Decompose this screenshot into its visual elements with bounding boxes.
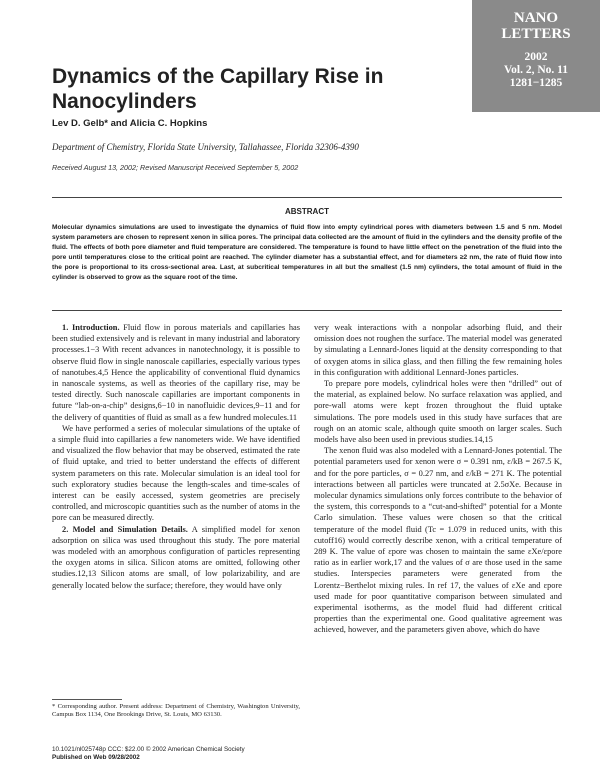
abstract-text: Molecular dynamics simulations are used to investigate the dynamics of fluid flow into empty cylindrical pores with diameters between 1.5 and 5 nm. Model system parameters are chosen to represent xenon in silica pores. The principal data collected are the amount of fluid in the cylinders and the density profile of the fluid. The effects of both pore diameter and fluid temperature are considered. The temperature is found to have little effect on the penetration of the fluid into the pore until temperatures close to the critical point are reached. The cylinder diameter has a substantial effect, and for diameters ≥2 nm, the rate of fluid flow into the pore is proportional to its cross-sectional area. Last, at subcritical temperatures in all but the smallest (1.5 nm) cylinders, the total amount of fluid in the cylinder is observed to grow as the square root of the time.: [52, 224, 562, 281]
article-authors: Lev D. Gelb* and Alicia C. Hopkins: [52, 118, 208, 129]
article-affiliation: Department of Chemistry, Florida State University, Tallahassee, Florida 32306-4390: [52, 142, 359, 152]
paragraph: [52, 322, 300, 423]
paragraph-text: The xenon fluid was also modeled with a Lennard-Jones potential. The potential parameters used for xenon were σ = 0.391 nm, ε/kB = 267.5 K, and for the pore particles, σ = 0.27 nm, and ε/kB = 271 K. The potential interactions between all particles were truncated at 2.5σXe. Because in molecular dynamics simulations only forces contribute to the behavior of the system, this corresponds to a “cut-and-shifted” potential for a Monte Carlo simulation. These values were chosen so that the critical temperature of the model fluid (Tc = 1.079 in reduced units, with this cutoff16) would correctly describe xenon, with a critical temperature of 289 K. The value of εpore was chosen to maintain the same εXe/εpore ratio as in earlier work,17 and the values of σ are those used in the same studies. Interspecies parameters were generated from the Lorentz−Berthelot mixing rules. In ref 17, the values of εXe and εpore used made for poor quantitative comparison between simulated and experimental isotherms, as the model fluid had different critical properties than the experimental one. Good qualitative agreement was achieved, however, and the parameters given above, which do have: [314, 446, 562, 635]
paragraph-text: We have performed a series of molecular simulations of the uptake of a simple fluid into capillaries a few nanometers wide. We have identified and visualized the flow behavior that may be observed, estimated the rate of fluid uptake, and tried to better understand the effects of different system parameters on this rate. Molecular simulation is an ideal tool for such exploratory studies because the length-scales and time-scales of interest can be easily accessed, system geometries are precisely controlled, and microscopic quantities such as the number of atoms in the pore can be measured directly.: [52, 423, 300, 523]
received-dates: Received August 13, 2002; Revised Manuscript Received September 5, 2002: [52, 163, 299, 172]
corresponding-author-footnote: * Corresponding author. Present address: Department of Chemistry, Washington University, Campus Box 1134, One Brookings Drive, St. Louis, MO 63130.: [52, 703, 300, 719]
page-footer: [52, 746, 352, 762]
paragraph-text: Fluid flow in porous materials and capillaries has been studied extensively and is relevant in many industrial and laboratory processes.1−3 With recent advances in nanotechnology, it is possible to observe fluid flow in single nanoscale capillaries, especially various types of nanotubes.4,5 Hence the applicability of conventional fluid dynamics in nanoscale systems, as well as theories of the capillary rise, may be tested directly. Such nanoscale capillaries are important components in future “lab-on-a-chip” designs,6−10 in nanofluidic devices,9−11 and for the delivery of quantities of fluid as small as a few hundred molecules.11: [52, 323, 300, 422]
body-column-left: [52, 322, 300, 698]
paragraph: [314, 322, 562, 378]
paragraph: [314, 378, 562, 445]
abstract-heading: ABSTRACT: [285, 207, 329, 216]
published-date: Published on Web 09/28/2002: [52, 754, 140, 761]
top-divider: [52, 197, 562, 198]
doi-line: 10.1021/nl025748p CCC: $22.00 © 2002 American Chemical Society: [52, 746, 245, 753]
paragraph: [52, 524, 300, 591]
paragraph: [314, 445, 562, 635]
body-column-right: [314, 322, 562, 748]
journal-name-line2: LETTERS: [501, 26, 571, 42]
section-heading: 1. Introduction.: [62, 323, 120, 332]
abstract-divider: [52, 310, 562, 311]
paragraph-text: very weak interactions with a nonpolar adsorbing fluid, and their omission does not roughen the surface. The material model was generated by simulating a Lennard-Jones liquid at the density corresponding to that of oxygen atoms in silica glass, and then filling the few remaining holes in this configuration with additional Lennard-Jones particles.: [314, 323, 562, 377]
paragraph-text: To prepare pore models, cylindrical holes were then “drilled” out of the material, as explained below. No surface relaxation was applied, and pore-wall atoms were kept frozen throughout the fluid uptake simulations. The pore models used in this study have surfaces that are rough on an atomic scale, although quite smooth on larger scales. Such models have also been used in previous studies.14,15: [314, 379, 562, 445]
journal-name-line1: NANO: [513, 10, 559, 26]
paragraph-text: A simplified model for xenon adsorption on silica was used throughout this study. The pore material was modeled with an amorphous configuration of particles representing the oxygen atoms in silica. Silicon atoms are omitted, following other studies.12,13 Silicon atoms are small, of low polarizability, and are generally located below the surface; therefore, they would have only: [52, 524, 300, 590]
journal-volume: Vol. 2, No. 11: [503, 64, 569, 76]
footnote-divider: [52, 699, 122, 700]
section-heading: 2. Model and Simulation Details.: [62, 524, 188, 534]
paragraph: [52, 423, 300, 524]
journal-banner: [472, 0, 600, 112]
article-title: Dynamics of the Capillary Rise in Nanocylinders: [52, 65, 384, 113]
journal-year: 2002: [524, 51, 548, 63]
journal-pages: 1281−1285: [509, 77, 563, 89]
